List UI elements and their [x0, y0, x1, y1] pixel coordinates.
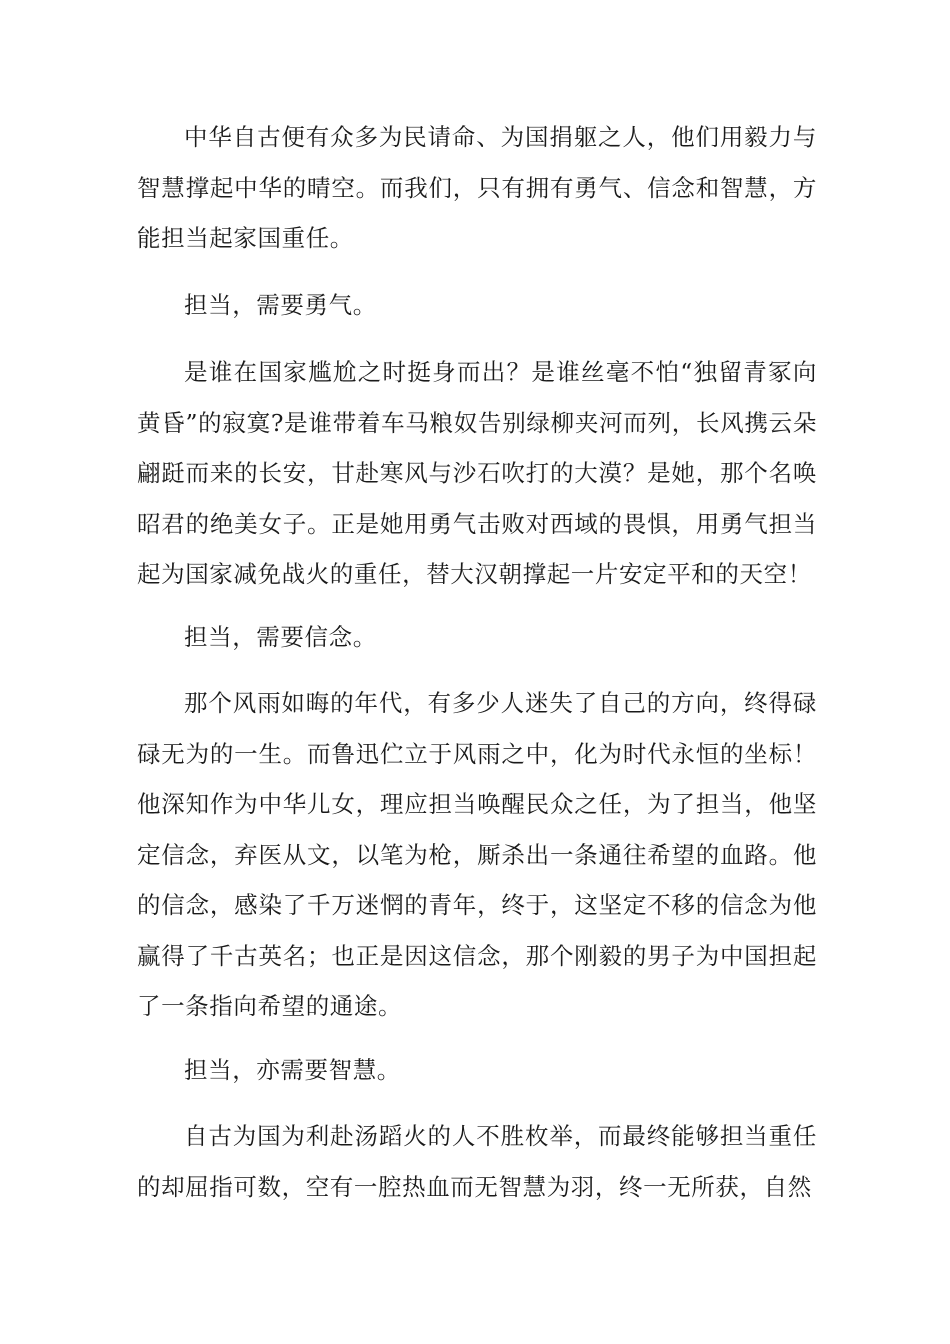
heading-belief: 担当，需要信念。	[184, 623, 377, 651]
heading-courage: 担当，需要勇气。	[184, 291, 377, 319]
paragraph-courage: 是谁在国家尴尬之时挺身而出？是谁丝毫不怕“独留青冢向黄昏”的寂寞?是谁带着车马粮奴告别绿柳夹河而列，长风携云朵翩跹而来的长安，甘赴寒风与沙石吹打的大漠？是她，那个名唤昭君的绝美女子。正是她用勇气击败对西域的畏惧，用勇气担当起为国家减免战火的重任，替大汉朝撑起一片安定平和的天空！	[137, 358, 817, 588]
paragraph-wisdom: 自古为国为利赴汤蹈火的人不胜枚举，而最终能够担当重任的却屈指可数，空有一腔热血而无智慧为羽，终一无所获，自然	[137, 1122, 817, 1201]
heading-wisdom: 担当，亦需要智慧。	[184, 1056, 401, 1084]
paragraph-intro: 中华自古便有众多为民请命、为国捐躯之人，他们用毅力与智慧撑起中华的晴空。而我们，只有拥有勇气、信念和智慧，方能担当起家国重任。	[137, 123, 817, 252]
paragraph-belief: 那个风雨如晦的年代，有多少人迷失了自己的方向，终得碌碌无为的一生。而鲁迅伫立于风雨之中，化为时代永恒的坐标！他深知作为中华儿女，理应担当唤醒民众之任，为了担当，他坚定信念，弃医从文，以笔为枪，厮杀出一条通往希望的血路。他的信念，感染了千万迷惘的青年，终于，这坚定不移的信念为他赢得了千古英名；也正是因这信念，那个刚毅的男子为中国担起了一条指向希望的通途。	[137, 689, 817, 1020]
